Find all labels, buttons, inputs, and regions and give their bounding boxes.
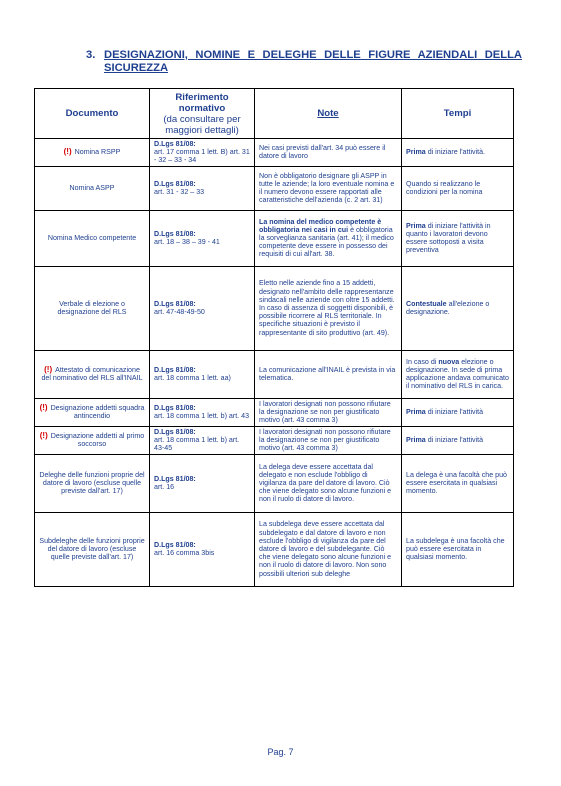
cell-documento <box>35 398 150 426</box>
rif-articles: art. 47-48-49-50 <box>154 308 205 317</box>
header-note-label: Note <box>317 108 339 119</box>
cell-note <box>255 454 402 512</box>
tempi-text: all'elezione o designazione. <box>406 299 490 317</box>
cell-documento <box>35 166 150 210</box>
cell-tempi <box>402 454 514 512</box>
cell-tempi <box>402 426 514 454</box>
cell-riferimento <box>150 454 255 512</box>
cell-documento <box>35 454 150 512</box>
cell-tempi <box>402 210 514 266</box>
cell-tempi <box>402 166 514 210</box>
documento-label: Subdeleghe delle funzioni proprie del datore di lavoro (escluse quelle previste dall'art. 17) <box>39 536 145 562</box>
cell-riferimento <box>150 398 255 426</box>
cell-note <box>255 139 402 167</box>
cell-note <box>255 350 402 398</box>
tempi-emphasis: nuova <box>438 357 460 366</box>
section-number: 3. <box>86 49 96 61</box>
rif-articles: art. 18 comma 1 lett. b) art. 43 <box>154 412 250 421</box>
note-text: La comunicazione all'INAIL è prevista in via telematica. <box>259 365 396 383</box>
rif-law: D.Lgs 81/08: <box>154 299 196 308</box>
cell-riferimento <box>150 350 255 398</box>
table-row <box>35 454 514 512</box>
rif-articles: art. 16 comma 3bis <box>154 549 215 558</box>
tempi-text: di iniziare l'attività. <box>425 148 486 157</box>
cell-note <box>255 398 402 426</box>
table-row <box>35 139 514 167</box>
documento-label: Designazione addetti squadra antincendio <box>50 403 145 421</box>
header-tempi: Tempi <box>402 89 514 139</box>
tempi-text: La delega è una facoltà che può essere esercitata in qualsiasi momento. <box>406 470 507 496</box>
tempi-prefix: In caso di <box>406 357 439 366</box>
section-heading <box>86 49 522 75</box>
cell-note <box>255 166 402 210</box>
rif-law: D.Lgs 81/08: <box>154 474 196 483</box>
table-row <box>35 166 514 210</box>
tempi-emphasis: Contestuale <box>406 299 447 308</box>
cell-riferimento <box>150 426 255 454</box>
cell-documento <box>35 139 150 167</box>
warning-icon: (!) <box>39 430 48 440</box>
cell-documento <box>35 210 150 266</box>
cell-note <box>255 512 402 586</box>
table-row <box>35 512 514 586</box>
cell-riferimento <box>150 210 255 266</box>
header-riferimento-title: Riferimento normativo <box>175 91 229 114</box>
table-header-row <box>35 89 514 139</box>
rif-law: D.Lgs 81/08: <box>154 179 196 188</box>
note-text: è obbligatoria la sorveglianza sanitaria (art. 41); il medico competente deve essere in possesso dei requisiti di cui all'art. 38. <box>259 225 394 259</box>
cell-riferimento <box>150 512 255 586</box>
note-emphasis: La nomina del medico competente è obbligatoria nei casi in cui <box>259 217 382 234</box>
rif-articles: art. 18 – 38 – 39 - 41 <box>154 238 220 247</box>
table-row <box>35 210 514 266</box>
header-riferimento-sub: (da consultare per maggiori dettagli) <box>163 113 241 136</box>
cell-tempi <box>402 398 514 426</box>
documento-label: Designazione addetti al primo soccorso <box>50 431 145 449</box>
cell-documento <box>35 426 150 454</box>
page-number: Pag. 7 <box>267 747 294 757</box>
rif-law: D.Lgs 81/08: <box>154 229 196 238</box>
warning-icon: (!) <box>44 364 53 374</box>
rif-articles: art. 18 comma 1 lett. aa) <box>154 374 231 383</box>
rif-articles: art. 17 comma 1 lett. B) art. 31 - 32 – 33 - 34 <box>154 148 250 165</box>
tempi-emphasis: Prima <box>406 148 426 157</box>
rif-articles: art. 16 <box>154 483 175 492</box>
tempi-text: di iniziare l'attività <box>425 408 484 416</box>
table-row <box>35 350 514 398</box>
warning-icon: (!) <box>39 402 48 412</box>
cell-riferimento <box>150 166 255 210</box>
cell-tempi <box>402 139 514 167</box>
rif-law: D.Lgs 81/08: <box>154 365 196 374</box>
cell-documento <box>35 350 150 398</box>
rif-law: D.Lgs 81/08: <box>154 140 196 148</box>
tempi-text: elezione o designazione. In sede di prima applicazione andava comunicato il nominativo del RLS in carica. <box>406 357 509 391</box>
tempi-text: Quando si realizzano le condizioni per la nomina <box>406 179 483 197</box>
note-text: Nei casi previsti dall'art. 34 può essere il datore di lavoro <box>259 144 386 161</box>
note-text: I lavoratori designati non possono rifiutare la designazione se non per giustificato motivo (art. 43 comma 3) <box>259 399 391 425</box>
rif-articles: art. 18 comma 1 lett. b) art. 43-45 <box>154 436 240 453</box>
warning-icon: (!) <box>63 147 72 157</box>
cell-documento <box>35 266 150 350</box>
cell-tempi <box>402 266 514 350</box>
cell-note <box>255 210 402 266</box>
rif-articles: art. 31 - 32 – 33 <box>154 188 205 197</box>
documento-label: Nomina Medico competente <box>47 234 137 242</box>
section-title: DESIGNAZIONI, NOMINE E DELEGHE DELLE FIGURE AZIENDALI DELLA SICUREZZA <box>104 49 522 74</box>
cell-tempi <box>402 350 514 398</box>
header-documento: Documento <box>35 89 150 139</box>
documento-label: Nomina RSPP <box>74 148 121 157</box>
cell-note <box>255 266 402 350</box>
header-note <box>255 89 402 139</box>
cell-riferimento <box>150 139 255 167</box>
note-text: La subdelega deve essere accettata dal subdelegato e dal datore di lavoro e non esclude l'obbligo di vigilanza da pare del datore di lavoro e del subdelegante. Ciò che viene delegato sono alcune funzioni e non il ruolo di datore di lavoro. Non sono possibili ulteriori sub deleghe <box>259 520 392 578</box>
tempi-text: La subdelega è una facoltà che può essere esercitata in qualsiasi momento. <box>406 536 505 562</box>
table-row <box>35 266 514 350</box>
header-riferimento <box>150 89 255 139</box>
note-text: I lavoratori designati non possono rifiutare la designazione se non per giustificato motivo (art. 43 comma 3) <box>259 427 391 453</box>
documento-label: Verbale di elezione o designazione del RLS <box>57 299 127 317</box>
tempi-emphasis: Prima <box>406 221 426 230</box>
cell-tempi <box>402 512 514 586</box>
note-text: Eletto nelle aziende fino a 15 addetti, designato nell'ambito delle rappresentanze sindacali nelle aziende con oltre 15 addetti. In caso di assenza di soggetti disponibili, è possibile ricorrere al RLS territoriale. In specifiche situazioni è previsto il rappresentante di sito produttivo (art. 49). <box>259 279 395 337</box>
rif-law: D.Lgs 81/08: <box>154 403 196 412</box>
table-row <box>35 398 514 426</box>
tempi-text: di iniziare l'attività in quanto i lavoratori devono essere sottoposti a visita preventiva <box>406 221 491 255</box>
cell-riferimento <box>150 266 255 350</box>
documento-label: Attestato di comunicazione del nominativo del RLS all'INAIL <box>41 365 143 383</box>
documento-label: Deleghe delle funzioni proprie del datore di lavoro (escluse quelle previste dall'art. 17) <box>39 470 145 496</box>
cell-note <box>255 426 402 454</box>
documento-label: Nomina ASPP <box>69 184 115 192</box>
cell-documento <box>35 512 150 586</box>
tempi-emphasis: Prima <box>406 408 426 416</box>
note-text: Non è obbligatorio designare gli ASPP in tutte le aziende; la loro eventuale nomina e il numero devono essere rapportati alle caratteristiche dell'azienda (c. 2 art. 31) <box>259 171 395 205</box>
tempi-emphasis: Prima <box>406 436 426 444</box>
note-text: La delega deve essere accettata dal delegato e non esclude l'obbligo di vigilanza da pare del datore di lavoro. Ciò che viene delegato sono alcune funzioni e non il ruolo di datore di lavoro. <box>259 462 392 504</box>
table-row <box>35 426 514 454</box>
rif-law: D.Lgs 81/08: <box>154 427 196 436</box>
tempi-text: di iniziare l'attività <box>425 436 484 444</box>
rif-law: D.Lgs 81/08: <box>154 540 196 549</box>
designations-table <box>34 88 514 587</box>
